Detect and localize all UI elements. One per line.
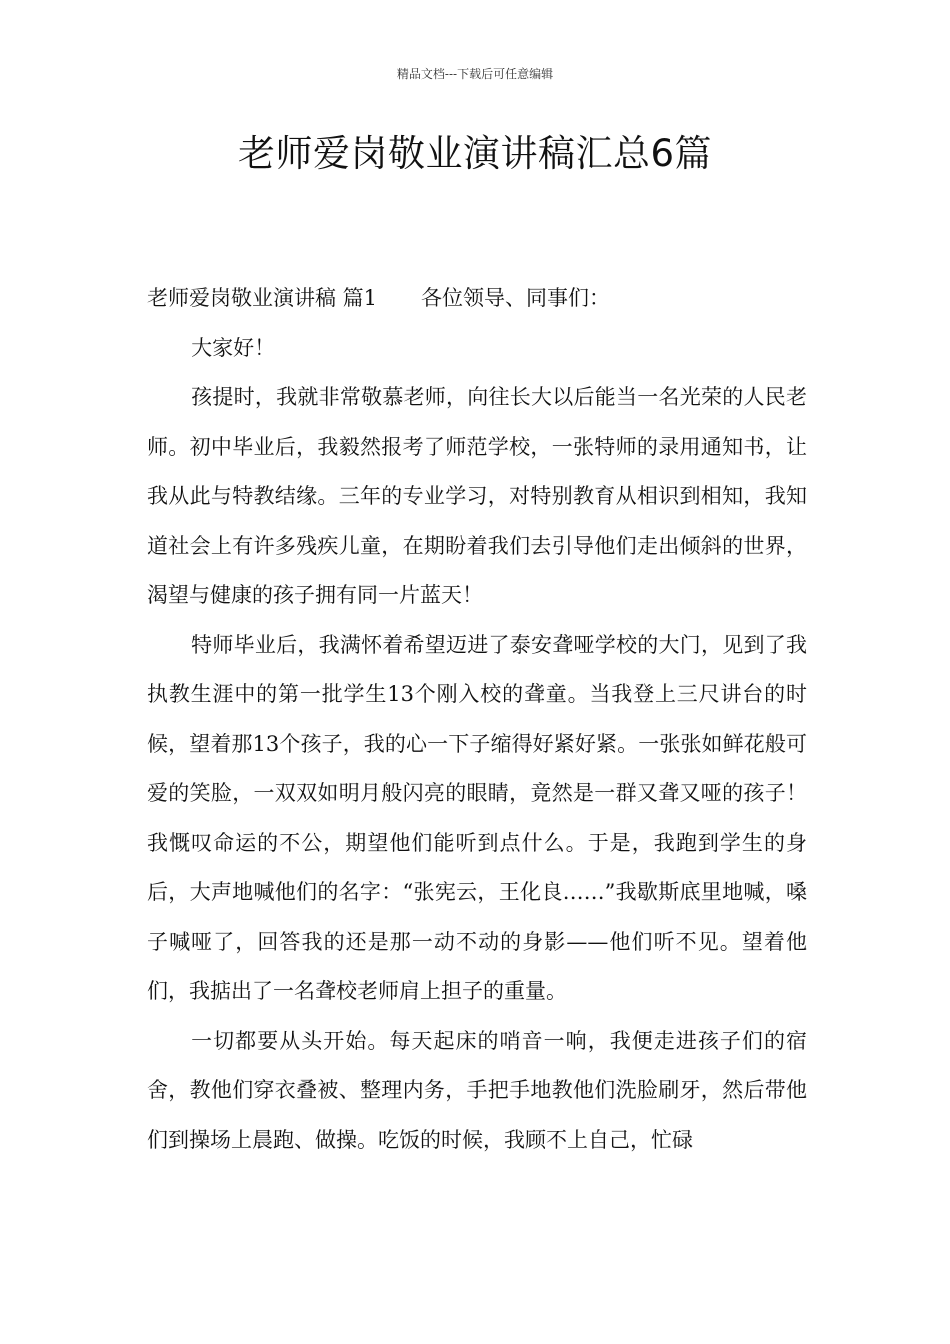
salutation: 各位领导、同事们： [421,286,611,310]
document-body [147,274,807,1165]
greeting: 大家好！ [191,335,276,360]
body-paragraph-1: 孩提时，我就非常敬慕老师，向往长大以后能当一名光荣的人民老师。初中毕业后，我毅然报考了师范学校，一张特师的录用通知书，让我从此与特教结缘。三年的专业学习，对特别教育从相识到相知，我知道社会上有许多残疾儿童，在期盼着我们去引导他们走出倾斜的世界，渴望与健康的孩子拥有同一片蓝天！ [147,385,807,607]
document-title: 老师爱岗敬业演讲稿汇总6篇 [237,132,713,175]
header-watermark: 精品文档---下载后可任意编辑 [396,67,554,81]
body-paragraph-3: 一切都要从头开始。每天起床的哨音一响，我便走进孩子们的宿舍，教他们穿衣叠被、整理内务，手把手地教他们洗脸刷牙，然后带他们到操场上晨跑、做操。吃饭的时候，我顾不上自己，忙碌 [147,1028,807,1152]
body-paragraph-2: 特师毕业后，我满怀着希望迈进了泰安聋哑学校的大门，见到了我执教生涯中的第一批学生13个刚入校的聋童。当我登上三尺讲台的时候，望着那13个孩子，我的心一下子缩得好紧好紧。一张张如鲜花般可爱的笑脸，一双双如明月般闪亮的眼睛，竟然是一群又聋又哑的孩子！我慨叹命运的不公，期望他们能听到点什么。于是，我跑到学生的身后，大声地喊他们的名字：“张宪云，王化良……”我歇斯底里地喊，嗓子喊哑了，回答我的还是那一动不动的身影——他们听不见。望着他们，我掂出了一名聋校老师肩上担子的重量。 [147,632,807,1003]
section-heading: 老师爱岗敬业演讲稿 篇1 [147,286,378,310]
opening-line [147,274,807,324]
